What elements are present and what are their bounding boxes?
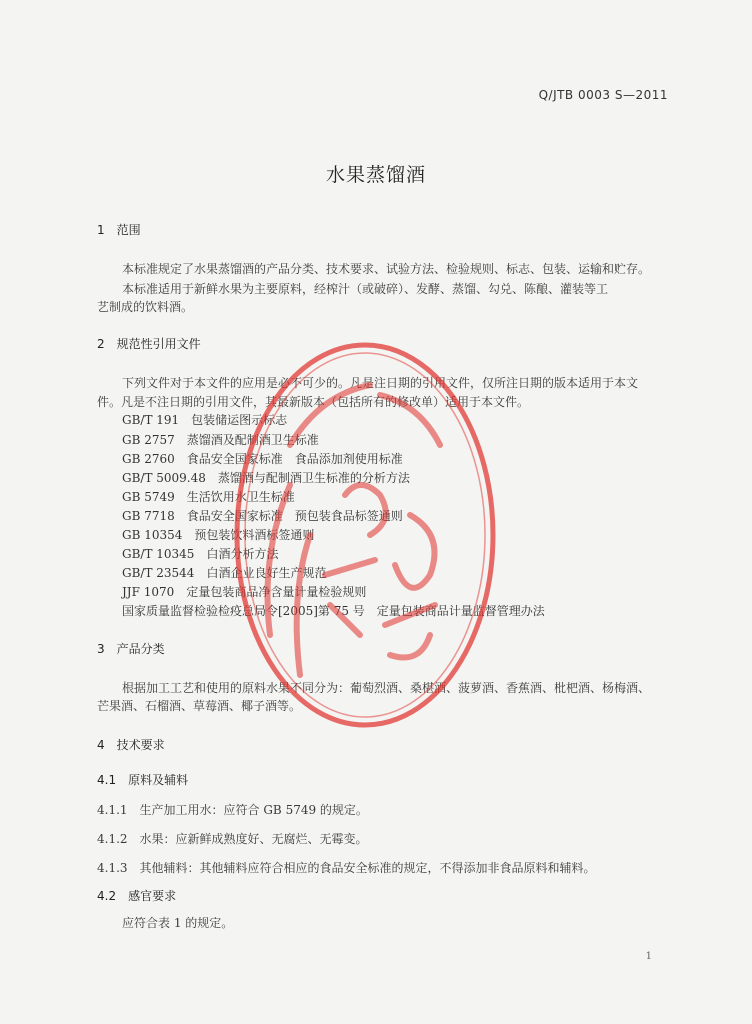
reference-item — [122, 564, 326, 581]
reference-title: 蒸馏酒与配制酒卫生标准的分析方法 — [217, 471, 410, 485]
reference-code: GB/T 23544 — [122, 566, 195, 580]
reference-code: GB 7718 — [122, 509, 175, 523]
section-1-paragraph-2-line-1: 本标准适用于新鲜水果为主要原料，经榨汁（或破碎）、发酵、蒸馏、勾兑、陈酿、灌装等工 — [122, 282, 609, 296]
reference-code: GB/T 191 — [122, 413, 180, 427]
reference-item — [122, 488, 295, 505]
reference-title: 蒸馏酒及配制酒卫生标准 — [186, 433, 319, 447]
reference-item — [122, 411, 287, 428]
item-4-1-3: 4.1.3 其他辅料：其他辅料应符合相应的食品安全标准的规定，不得添加非食品原料和辅料。 — [97, 861, 596, 875]
section-2-intro-line-2: 件。凡是不注日期的引用文件，其最新版本（包括所有的修改单）适用于本文件。 — [97, 395, 530, 409]
section-4-heading: 4 技术要求 — [97, 738, 165, 752]
document-code: Q/JTB 0003 S—2011 — [538, 88, 668, 102]
section-1-paragraph-1: 本标准规定了水果蒸馏酒的产品分类、技术要求、试验方法、检验规则、标志、包装、运输和贮存。 — [122, 262, 651, 276]
reference-code: JJF 1070 — [122, 585, 175, 599]
reference-title: 食品安全国家标准 预包装食品标签通则 — [186, 509, 403, 523]
reference-item — [122, 545, 278, 562]
document-title: 水果蒸馏酒 — [325, 164, 426, 186]
section-3-paragraph-line-2: 芒果酒、石榴酒、草莓酒、椰子酒等。 — [97, 699, 302, 713]
reference-code: GB 5749 — [122, 490, 175, 504]
section-2-heading: 2 规范性引用文件 — [97, 337, 201, 351]
section-1-paragraph-2-line-2: 艺制成的饮料酒。 — [97, 300, 194, 314]
reference-code: GB 10354 — [122, 528, 183, 542]
reference-title: 白酒企业良好生产规范 — [206, 566, 327, 580]
reference-code: GB/T 10345 — [122, 547, 195, 561]
section-3-heading: 3 产品分类 — [97, 642, 165, 656]
section-2-intro-line-1: 下列文件对于本文件的应用是必不可少的。凡是注日期的引用文件，仅所注日期的版本适用于本文 — [122, 376, 639, 390]
reference-title: 预包装饮料酒标签通则 — [194, 528, 315, 542]
reference-title: 生活饮用水卫生标准 — [186, 490, 295, 504]
page-number: 1 — [645, 951, 652, 962]
reference-title: 食品安全国家标准 食品添加剂使用标准 — [186, 452, 403, 466]
reference-title: 定量包装商品净含量计量检验规则 — [186, 585, 367, 599]
section-1-heading: 1 范围 — [97, 223, 141, 237]
reference-item — [122, 469, 410, 486]
reference-item — [122, 583, 366, 600]
reference-title: 包装储运图示标志 — [191, 413, 288, 427]
reference-item — [122, 507, 403, 524]
section-4-1-heading: 4.1 原料及辅料 — [97, 773, 189, 787]
reference-code: GB 2760 — [122, 452, 175, 466]
section-3-paragraph-line-1: 根据加工工艺和使用的原料水果不同分为：葡萄烈酒、桑椹酒、菠萝酒、香蕉酒、枇杷酒、杨梅酒、 — [122, 681, 651, 695]
reference-code: GB/T 5009.48 — [122, 471, 206, 485]
item-4-1-2: 4.1.2 水果：应新鲜成熟度好、无腐烂、无霉变。 — [97, 832, 368, 846]
reference-item — [122, 431, 319, 448]
reference-item — [122, 450, 403, 467]
section-4-2-paragraph: 应符合表 1 的规定。 — [122, 916, 234, 930]
reference-code: GB 2757 — [122, 433, 175, 447]
item-4-1-1: 4.1.1 生产加工用水：应符合 GB 5749 的规定。 — [97, 803, 368, 817]
reference-item — [122, 526, 314, 543]
section-4-2-heading: 4.2 感官要求 — [97, 889, 177, 903]
reference-title: 白酒分析方法 — [206, 547, 279, 561]
reference-decree: 国家质量监督检验检疫总局令[2005]第 75 号 定量包装商品计量监督管理办法 — [122, 604, 545, 618]
